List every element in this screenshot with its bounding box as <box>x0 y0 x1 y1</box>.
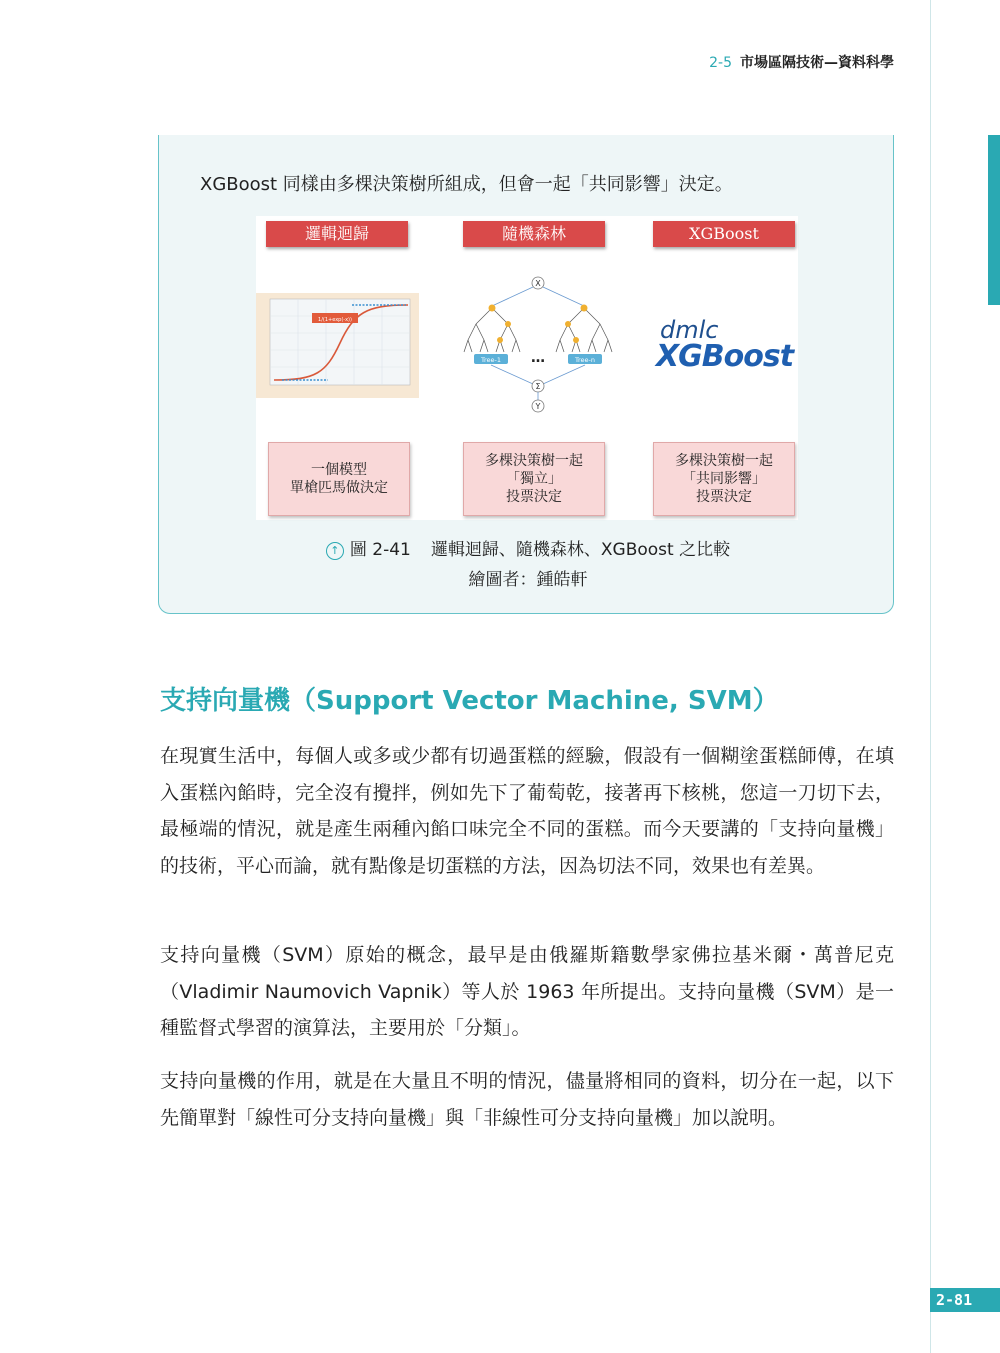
xgboost-logo-text: XGBoost <box>656 339 794 374</box>
desc-line: 「共同影響」 <box>682 471 766 487</box>
desc-logistic-regression <box>268 442 410 516</box>
desc-line: 單槍匹馬做決定 <box>290 480 388 496</box>
tree-ellipsis: … <box>531 350 545 366</box>
desc-line: 多棵決策樹一起 <box>485 453 583 469</box>
figure-number: 圖 2-41 <box>349 540 411 560</box>
desc-line: 投票決定 <box>506 489 562 505</box>
desc-line: 多棵決策樹一起 <box>675 453 773 469</box>
sigmoid-plot <box>256 293 419 398</box>
tree-sum-label: Σ <box>535 382 541 391</box>
page-number: 2-81 <box>930 1288 1000 1312</box>
figure-author: 繪圖者：鍾皓軒 <box>468 570 588 590</box>
tree-n-label: Tree-n <box>574 356 596 364</box>
comparison-figure <box>256 216 798 520</box>
header-random-forest: 隨機森林 <box>463 221 605 247</box>
box-intro-text: XGBoost 同樣由多棵決策樹所組成，但會一起「共同影響」決定。 <box>200 174 733 195</box>
header-section-number: 2-5 <box>709 55 732 71</box>
tree-ensemble-diagram <box>456 274 616 416</box>
page-edge-rule <box>930 0 931 1353</box>
running-header <box>600 52 894 72</box>
desc-line: 投票決定 <box>696 489 752 505</box>
tree-bottom-label: Y <box>535 402 541 411</box>
chapter-side-tab <box>988 135 1000 305</box>
header-section-title: 市場區隔技術—資料科學 <box>740 55 894 71</box>
body-paragraph: 支持向量機的作用，就是在大量且不明的情況，儘量將相同的資料，切分在一起，以下先簡單對「線性可分支持向量機」與「非線性可分支持向量機」加以說明。 <box>160 1070 894 1129</box>
desc-random-forest <box>463 442 605 516</box>
figure-caption <box>160 535 896 560</box>
dmlc-logo-text: dmlc <box>660 316 719 344</box>
header-xgboost: XGBoost <box>653 221 795 247</box>
tree-top-label: X <box>535 279 541 288</box>
desc-line: 一個模型 <box>311 462 367 478</box>
section-heading: 支持向量機（Support Vector Machine, SVM） <box>160 686 779 716</box>
plot-formula: 1/(1+exp(-x)) <box>318 317 352 323</box>
desc-line: 「獨立」 <box>506 471 562 487</box>
figure-caption-text: 邏輯迴歸、隨機森林、XGBoost 之比較 <box>430 540 731 560</box>
body-paragraph: 在現實生活中，每個人或多或少都有切過蛋糕的經驗，假設有一個糊塗蛋糕師傅，在填入蛋糕內餡時，完全沒有攪拌，例如先下了葡萄乾，接著再下核桃，您這一刀切下去，最極端的情況，就是產生兩種內餡口味完全不同的蛋糕。而今天要講的「支持向量機」的技術，平心而論，就有點像是切蛋糕的方法，因為切法不同，效果也有差異。 <box>160 745 894 877</box>
tree-1-label: Tree-1 <box>480 356 502 364</box>
desc-xgboost <box>653 442 795 516</box>
arrow-up-circle-icon: ↑ <box>326 542 344 560</box>
body-paragraph: 支持向量機（SVM）原始的概念，最早是由俄羅斯籍數學家佛拉基米爾・萬普尼克（Vladimir Naumovich Vapnik）等人於 1963 年所提出。支持向量機（SVM）是一種監督式學習的演算法，主要用於「分類」。 <box>160 944 894 1039</box>
header-logistic-regression: 邏輯迴歸 <box>266 221 408 247</box>
